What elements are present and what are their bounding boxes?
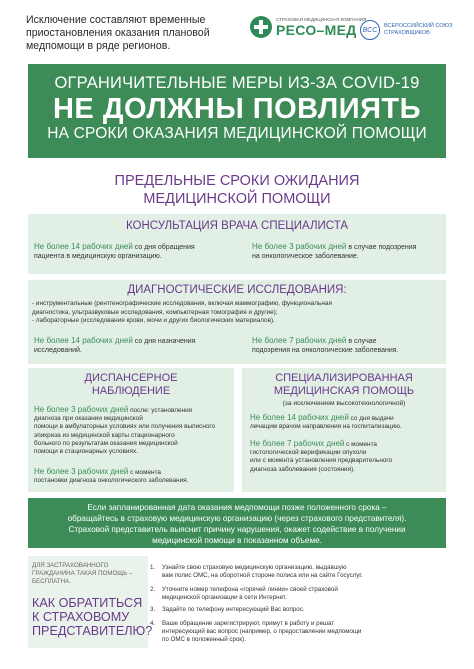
consultation-title: КОНСУЛЬТАЦИЯ ВРАЧА СПЕЦИАЛИСТА xyxy=(125,220,349,232)
info-line-3: Страховой представитель выяснит причину нарушения, окажет содействие в получении xyxy=(68,525,406,534)
info-line-1: Если запланированная дата оказания медпомощи позже положенного срока – xyxy=(87,503,387,512)
contact-box xyxy=(28,556,153,648)
specialized-title-2: МЕДИЦИНСКАЯ ПОМОЩЬ xyxy=(273,385,415,397)
dispensary-text-1e: больного по результатам оказания медицинской xyxy=(34,439,178,447)
consultation-box xyxy=(28,214,446,274)
free-help-line-3: БЕСПЛАТНА. xyxy=(32,578,71,585)
diagnostics-box xyxy=(28,280,446,364)
step-item xyxy=(150,564,363,580)
specialized-text-1a: со дня выдачи xyxy=(350,415,394,422)
step-text-a: Ваше обращение зарегистрируют, примут в работу и решат xyxy=(162,620,335,627)
specialized-text-2c: или с момента установления предварительного xyxy=(250,457,393,465)
dispensary-term-2: Не более 3 рабочих дней xyxy=(34,467,129,476)
dispensary-text-1b: диагноза при оказании медицинской xyxy=(34,415,143,423)
cross-logo-icon xyxy=(250,16,272,38)
step-number: 1. xyxy=(150,564,156,571)
dispensary-text-2a: с момента xyxy=(130,469,161,476)
specialized-text-2 xyxy=(250,440,444,474)
dispensary-title-2: НАБЛЮДЕНИЕ xyxy=(91,385,171,397)
specialized-term-2: Не более 7 рабочих дней xyxy=(250,439,345,448)
diagnostics-list xyxy=(32,300,442,326)
reso-small-text: СТРАХОВАЯ МЕДИЦИНСКАЯ КОМПАНИЯ xyxy=(276,16,367,22)
specialized-text-1b: лечащим врачом направления на госпитализацию. xyxy=(250,423,402,431)
dispensary-text-2b: постановки диагноза онкологического заболевания. xyxy=(34,477,189,485)
diagnostics-right-text-1: в случае xyxy=(348,338,377,345)
diagnostics-item-1a: - инструментальные (рентгенографические исследования, включая маммографию, функциональная xyxy=(32,300,332,307)
dispensary-text-2 xyxy=(34,468,232,485)
specialized-text-1 xyxy=(250,414,440,431)
section-subtitle xyxy=(0,172,474,208)
specialized-subtitle: (за исключением высокотехнологичной) xyxy=(282,400,406,407)
diagnostics-right-term: Не более 7 рабочих дней xyxy=(252,336,347,345)
diagnostics-left-term: Не более 14 рабочих дней xyxy=(34,336,133,345)
diagnostics-left-text-1: со дня назначения xyxy=(134,338,196,345)
header xyxy=(0,0,474,64)
main-banner xyxy=(28,64,446,158)
steps-list xyxy=(150,556,450,648)
how-to-contact-line-2: К СТРАХОВОМУ xyxy=(32,610,130,624)
consultation-left-text-1: со дня обращения xyxy=(134,244,195,251)
free-help-note xyxy=(32,562,142,586)
consultation-left-term: Не более 14 рабочих дней xyxy=(34,242,133,251)
diagnostics-right-text-2: подозрения на онкологические заболевания. xyxy=(252,347,399,354)
info-line-4: медицинской помощи в показанном объеме. xyxy=(152,536,322,545)
diagnostics-item-2: - лабораторные (исследования крови, мочи и других биологических материалов). xyxy=(32,317,275,324)
dispensary-term-1: Не более 3 рабочих дней xyxy=(34,405,129,414)
banner-line-3: НА СРОКИ ОКАЗАНИЯ МЕДИЦИНСКОЙ ПОМОЩИ xyxy=(47,125,427,142)
consultation-right-text-1: в случае подозрения xyxy=(348,244,417,251)
how-to-contact-heading xyxy=(32,596,153,638)
consultation-left xyxy=(34,242,234,261)
specialized-text-2d: диагноза заболевания (состояния). xyxy=(250,465,355,473)
dispensary-text-1c: помощи в амбулаторных условиях или получения выписного xyxy=(34,423,216,431)
reso-med-logo xyxy=(250,16,366,38)
dispensary-box xyxy=(28,368,234,492)
step-text-a: Уточните номер телефона «горячей линии» своей страховой xyxy=(162,586,338,593)
dispensary-text-1 xyxy=(34,406,232,456)
consultation-right-text-2: на онкологическое заболевание. xyxy=(252,253,359,260)
diagnostics-item-1b: диагностика, ультразвуковые исследования, компьютерная томография и другие); xyxy=(32,308,278,316)
step-item xyxy=(150,606,305,614)
vss-text: ВСЕРОССИЙСКИЙ СОЮЗ СТРАХОВЩИКОВ xyxy=(384,23,453,36)
specialized-text-2a: с момента xyxy=(346,441,377,448)
vss-logo xyxy=(360,20,454,40)
specialized-text-2b: гистологической верификации опухоли xyxy=(250,449,367,457)
step-item xyxy=(150,620,362,644)
step-text-b: интересующий вас вопрос (например, о предоставлении медпомощи xyxy=(162,628,362,635)
specialized-title xyxy=(242,372,446,398)
dispensary-text-1d: эпикриза из медицинской карты стационарного xyxy=(34,431,175,439)
step-number: 4. xyxy=(150,620,156,627)
specialized-box xyxy=(242,368,446,492)
dispensary-title xyxy=(28,372,234,398)
consultation-right-term: Не более 3 рабочих дней xyxy=(252,242,347,251)
consultation-right xyxy=(252,242,442,261)
dispensary-title-1: ДИСПАНСЕРНОЕ xyxy=(84,372,178,384)
diagnostics-title: ДИАГНОСТИЧЕСКИЕ ИССЛЕДОВАНИЯ: xyxy=(127,284,347,296)
how-to-contact-line-3: ПРЕДСТАВИТЕЛЮ? xyxy=(32,624,153,638)
free-help-line-1: ДЛЯ ЗАСТРАХОВАННОГО xyxy=(32,562,109,569)
diagnostics-left-text-2: исследований. xyxy=(34,347,82,354)
free-help-line-2: ГРАЖДАНИНА ТАКАЯ ПОМОЩЬ – xyxy=(32,570,133,577)
banner-line-2: НЕ ДОЛЖНЫ ПОВЛИЯТЬ xyxy=(52,93,421,125)
reso-name: РЕСО–МЕД xyxy=(276,21,357,38)
specialized-term-1: Не более 14 рабочих дней xyxy=(250,413,349,422)
info-banner xyxy=(28,498,446,548)
banner-line-1: ОГРАНИЧИТЕЛЬНЫЕ МЕРЫ ИЗ-ЗА COVID-19 xyxy=(54,74,420,92)
diagnostics-left xyxy=(34,336,234,355)
dispensary-text-1f: помощи в стационарных условиях. xyxy=(34,448,138,456)
step-number: 2. xyxy=(150,586,156,593)
step-text-c: по ОМС в положенный срок). xyxy=(162,636,246,643)
vss-emblem-icon: ВСС xyxy=(360,20,380,40)
step-item xyxy=(150,586,338,602)
step-number: 3. xyxy=(150,606,156,613)
consultation-left-text-2: пациента в медицинскую организацию. xyxy=(34,253,162,260)
dispensary-text-1a: после: установления xyxy=(130,407,193,414)
info-line-2: обращайтесь в страховую медицинскую организацию (через страхового представителя). xyxy=(67,514,407,523)
subtitle-line-1: ПРЕДЕЛЬНЫЕ СРОКИ ОЖИДАНИЯ xyxy=(114,173,360,189)
header-note: Исключение составляют временные приостановления оказания плановой медпомощи в ряде регионов. xyxy=(26,14,210,52)
subtitle-line-2: МЕДИЦИНСКОЙ ПОМОЩИ xyxy=(143,191,331,207)
how-to-contact-line-1: КАК ОБРАТИТЬСЯ xyxy=(32,596,143,610)
specialized-title-1: СПЕЦИАЛИЗИРОВАННАЯ xyxy=(275,372,413,384)
step-text-b: медицинской организации в сети Интернет. xyxy=(162,594,287,601)
step-text-a: Узнайте свою страховую медицинскую организацию, выдавшую xyxy=(162,564,347,571)
step-text-b: вам полис ОМС, на оборотной стороне полиса или на сайте Госуслуг. xyxy=(162,572,363,579)
diagnostics-right xyxy=(252,336,442,355)
step-text-a: Задайте по телефону интересующий Вас вопрос. xyxy=(162,606,305,613)
